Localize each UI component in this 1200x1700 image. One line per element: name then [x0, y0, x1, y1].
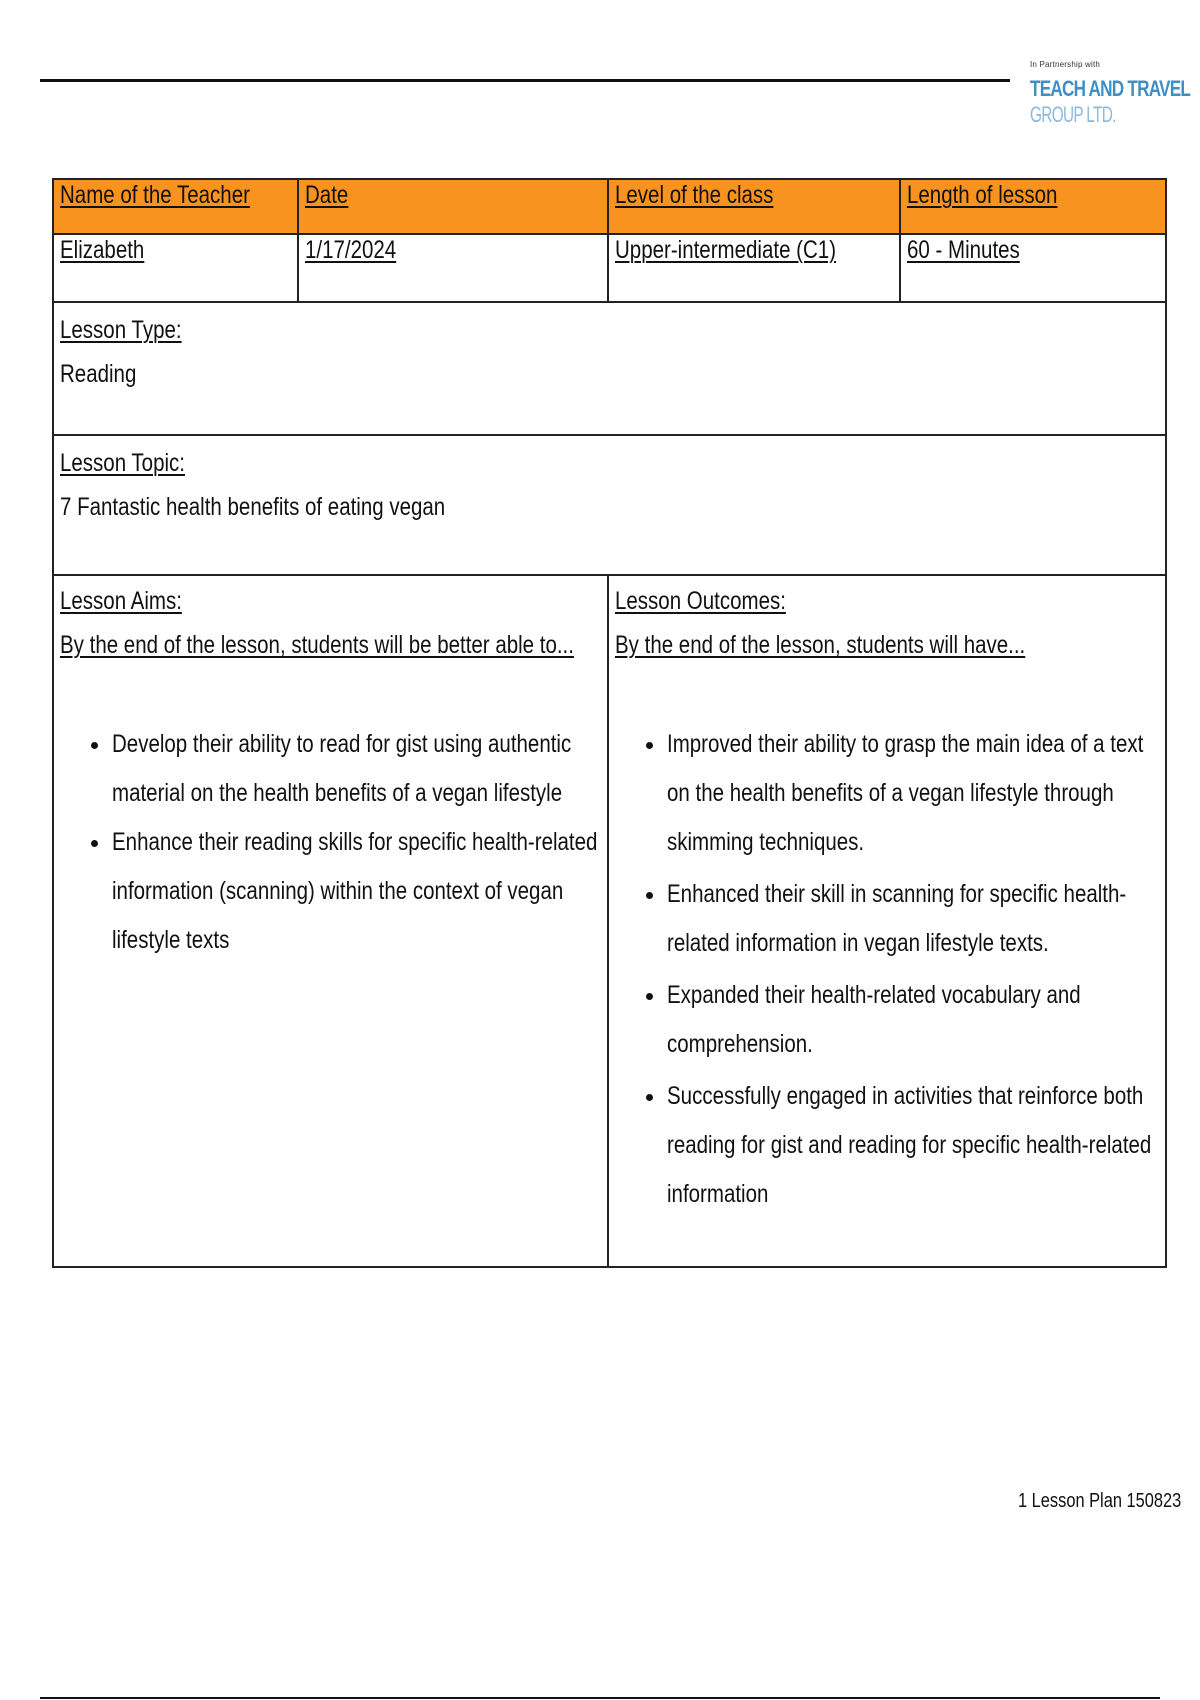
teacher-value: Elizabeth — [53, 234, 298, 302]
list-item: • Successfully engaged in activities that reinforce both reading for gist and reading for specific health-related information — [667, 1072, 1159, 1219]
lesson-type-cell — [53, 302, 1166, 435]
lesson-topic-label: Lesson Topic: — [60, 449, 185, 477]
logo-partner-text: In Partnership with — [1030, 60, 1101, 69]
lesson-aims-cell — [53, 575, 608, 1267]
level-header: Level of the class — [608, 179, 900, 234]
lesson-aims-intro: By the end of the lesson, students will be better able to... — [60, 631, 574, 659]
values-row — [53, 234, 1166, 302]
outcomes-list — [615, 720, 1159, 1219]
teach-and-travel-logo — [1030, 60, 1191, 127]
teacher-header: Name of the Teacher — [53, 179, 298, 234]
date-header: Date — [298, 179, 608, 234]
length-header: Length of lesson — [900, 179, 1166, 234]
logo-line-1: TEACH AND TRAVEL — [1030, 76, 1191, 101]
list-item: • Improved their ability to grasp the main idea of a text on the health benefits of a vegan lifestyle through skimming techniques. — [667, 720, 1159, 867]
lesson-aims-label: Lesson Aims: — [60, 587, 182, 615]
lesson-plan-table — [52, 178, 1167, 1268]
list-item: • Enhance their reading skills for specific health-related information (scanning) within the context of vegan lifestyle texts — [112, 818, 601, 965]
date-value: 1/17/2024 — [298, 234, 608, 302]
lesson-topic-value: 7 Fantastic health benefits of eating vegan — [60, 493, 446, 521]
level-value: Upper-intermediate (C1) — [608, 234, 900, 302]
lesson-type-label: Lesson Type: — [60, 316, 182, 344]
lesson-topic-cell — [53, 435, 1166, 575]
length-value: 60 - Minutes — [900, 234, 1166, 302]
top-rule — [40, 79, 1010, 82]
list-item: • Expanded their health-related vocabulary and comprehension. — [667, 971, 1159, 1069]
list-item: • Develop their ability to read for gist using authentic material on the health benefits of a vegan lifestyle — [112, 720, 601, 818]
lesson-type-value: Reading — [60, 360, 137, 388]
bottom-rule — [40, 1697, 1160, 1699]
footer-page-label: 1 Lesson Plan 150823 — [1018, 1490, 1182, 1512]
lesson-outcomes-intro: By the end of the lesson, students will have... — [615, 631, 1026, 659]
logo-line-2: GROUP LTD. — [1030, 102, 1116, 127]
lesson-outcomes-label: Lesson Outcomes: — [615, 587, 786, 615]
lesson-outcomes-cell — [608, 575, 1166, 1267]
aims-list — [60, 720, 601, 965]
header-row — [53, 179, 1166, 234]
list-item: • Enhanced their skill in scanning for specific health-related information in vegan lifestyle texts. — [667, 870, 1159, 968]
